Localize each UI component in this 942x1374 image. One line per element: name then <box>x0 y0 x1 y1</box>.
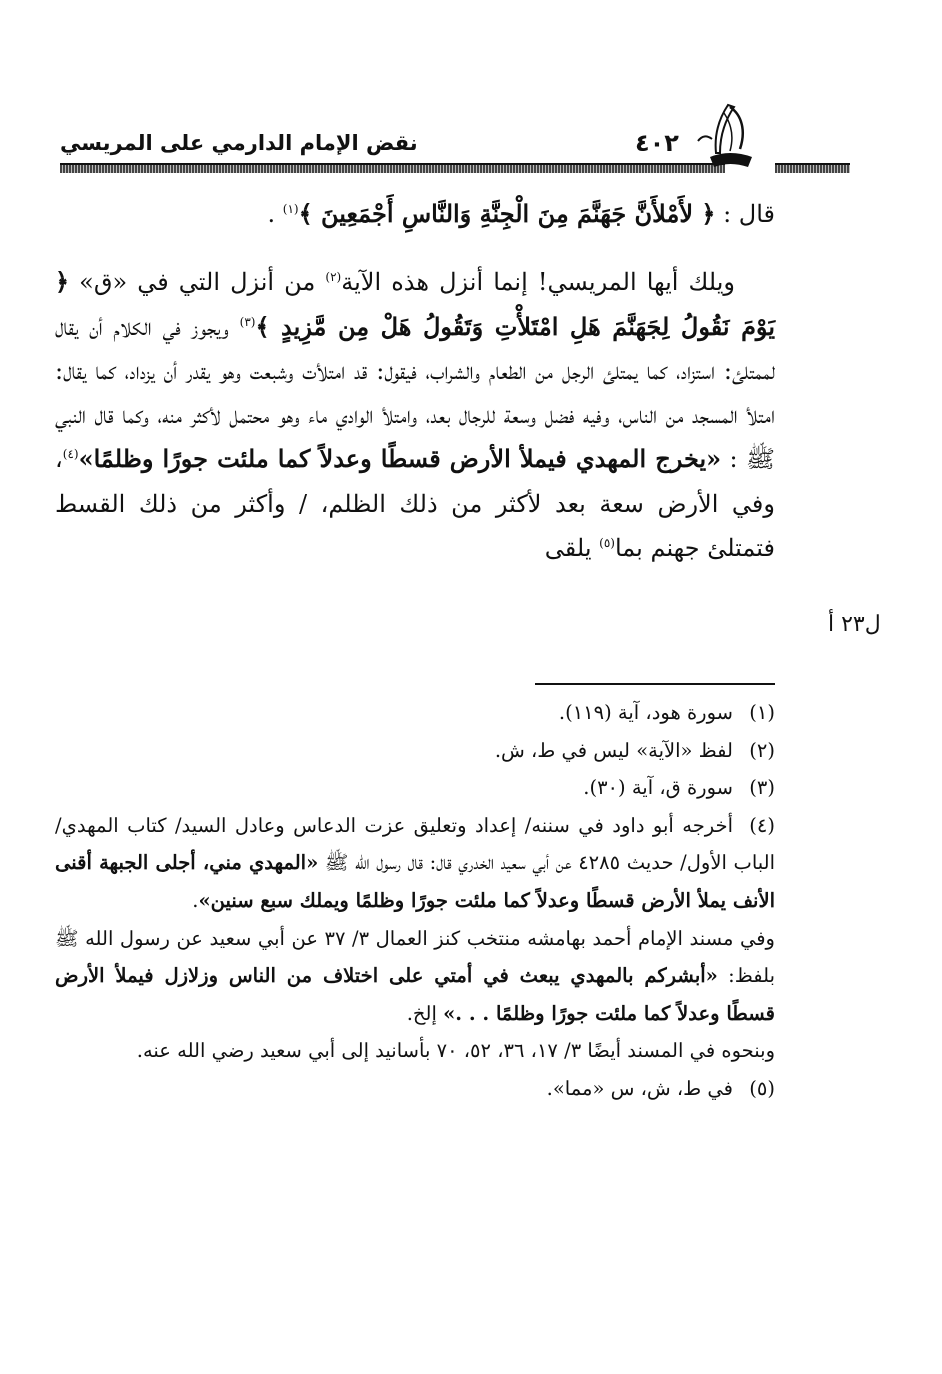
footnote-3: (٣)سورة ق، آية (٣٠). <box>583 776 775 800</box>
quran-verse: ﴿ يَوْمَ نَقُولُ لِجَهَنَّمَ هَلِ امْتَلأْتِ وَتَقُولُ هَلْ مِن مَّزِيدٍ ﴾ <box>55 267 776 341</box>
footnote-ref: (٥) <box>599 536 615 551</box>
footnote-2: (٢)لفظ «الآية» ليس في ط، ش. <box>494 738 775 762</box>
footnote-ref: (٢) <box>325 270 342 285</box>
page-header <box>60 95 850 185</box>
footnote-1: (١)سورة هود، آية (١١٩). <box>558 701 775 724</box>
hadith-quote: «المهدي مني، أجلى الجبهة أقنى الأنف يملأ الأرض قسطًا وعدلاً كما ملئت جورًا وظلمًا ويملك سبع سنين» <box>55 851 775 912</box>
footnote-4-continued: وفي مسند الإمام أحمد بهامشه منتخب كنز العمال ٣/ ٣٧ عن أبي سعيد عن رسول الله ﷺ بلفظ: «أبشركم بالمهدي يبعث في أمتي على اختلاف من الناس وزلازل فيملأ الأرض قسطًا وعدلاً كما ملئت جورًا وظلمًا . . .» إلخ. <box>55 926 775 1025</box>
header-rule <box>60 163 725 173</box>
quran-verse: ﴿ لأَمْلأَنَّ جَهَنَّمَ مِنَ الْجِنَّةِ وَالنَّاسِ أَجْمَعِينَ ﴾ <box>298 199 716 228</box>
hadith-quote: «يخرج المهدي فيملأ الأرض قسطًا وعدلاً كما ملئت جورًا وظلمًا» <box>78 444 722 474</box>
header-rule-right <box>775 163 850 173</box>
footnote-4: (٤)أخرجه أبو داود في سننه/ إعداد وتعليق عزت الدعاس وعادل السيد/ كتاب المهدي/ الباب الأول/ حديث ٤٢٨٥ عن أبي سعيد الخدري قال: قال رسول الله ﷺ «المهدي مني، أجلى الجبهة أقنى الأنف يملأ الأرض قسطًا وعدلاً كما ملئت جورًا وظلمًا ويملك سبع سنين». <box>55 813 776 912</box>
footnote-ref: (٣) <box>239 314 256 329</box>
main-text <box>55 192 775 570</box>
manuscript-folio-note: ل٢٣ أ <box>828 612 881 637</box>
verse-line: قال : ﴿ لأَمْلأَنَّ جَهَنَّمَ مِنَ الْجِنَّةِ وَالنَّاسِ أَجْمَعِينَ ﴾$^{(١)}$ . <box>267 199 775 228</box>
footnote-ref: (١) <box>282 202 299 216</box>
footnote-separator <box>535 683 775 685</box>
footnote-5: (٥)في ط، ش، س «مما». <box>546 1076 775 1100</box>
page-number: ٤٠٢ <box>635 129 679 157</box>
footnote-ref: (٤) <box>62 447 79 462</box>
footnote-4-continued: وبنحوه في المسند أيضًا ٣/ ١٧، ٣٦، ٥٢، ٧٠ بأسانيد إلى أبي سعيد رضي الله عنه. <box>136 1039 775 1063</box>
hadith-quote: «أبشركم بالمهدي يبعث في أمتي على اختلاف من الناس وزلازل فيملأ الأرض قسطًا وعدلاً كما ملئت جورًا وظلمًا . . .» <box>55 964 775 1025</box>
running-title: نقض الإمام الدارمي على المريسي <box>60 131 418 155</box>
quill-inkwell-icon <box>690 97 770 177</box>
footnotes <box>55 694 775 1108</box>
main-paragraph: ويلك أيها المريسي! إنما أنزل هذه الآية$^{(٢)}$ من أنزل التي في «ق» ﴿ يَوْمَ نَقُولُ لِجَهَنَّمَ هَلِ امْتَلأْتِ وَتَقُولُ هَلْ مِن مَّزِيدٍ ﴾$^{(٣)}$ ويجوز في الكلام أن يقال لممتلئ: استزاد، كما يمتلئ الرجل من الطعام والشراب، فيقول: قد امتلأت وشبعت وهو يقدر أن يزداد، كما يقال: امتلأ المسجد من الناس، وفيه فضل وسعة للرجال بعد، وامتلأ الوادي ماء وهو محتمل لأكثر منه، وكما قال النبي ﷺ : «يخرج المهدي فيملأ الأرض قسطًا وعدلاً كما ملئت جورًا وظلمًا»$^{(٤)}$، وفي الأرض سعة بعد لأكثر من ذلك الظلم، / وأكثر من ذلك القسط فتمتلئ جهنم بما$^{(٥)}$ يلقى <box>55 267 776 563</box>
